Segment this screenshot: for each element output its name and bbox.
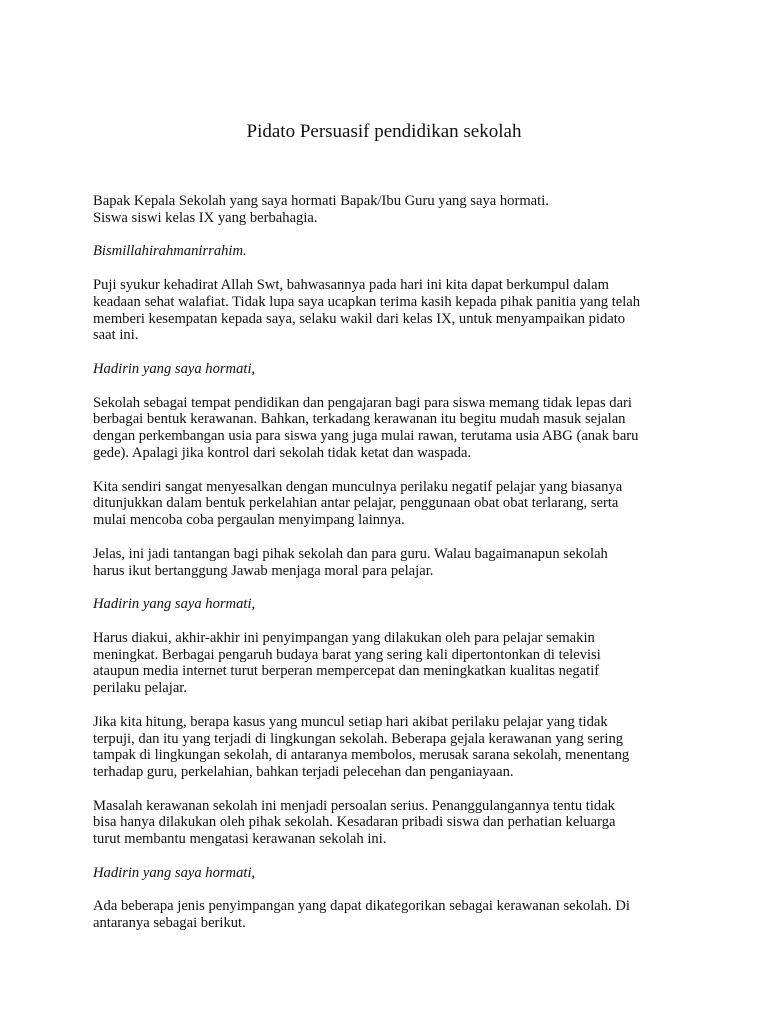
text-line: Harus diakui, akhir-akhir ini penyimpangan yang dilakukan oleh para pelajar semakin <box>93 629 595 646</box>
text-line: terhadap guru, perkelahian, bahkan terjadi pelecehan dan penganiayaan. <box>93 764 514 781</box>
text-line: bisa hanya dilakukan oleh pihak sekolah. Kesadaran pribadi siswa dan perhatian keluarga <box>93 814 616 831</box>
document-title: Pidato Persuasif pendidikan sekolah <box>246 121 522 142</box>
text-line: perilaku pelajar. <box>93 680 188 697</box>
text-line: Hadirin yang saya hormati, <box>93 360 256 377</box>
text-line: ataupun media internet turut berperan mempercepat dan meningkatkan kualitas negatif <box>93 663 600 680</box>
italic-paragraph <box>93 243 693 260</box>
text-line: terpuji, dan itu yang terjadi di lingkungan sekolah. Beberapa gejala kerawanan yang sering <box>93 730 624 747</box>
text-line: tampak di lingkungan sekolah, di antaranya membolos, merusak sarana sekolah, menentang <box>93 747 630 764</box>
text-line: berbagai bentuk kerawanan. Bahkan, terkadang kerawanan itu begitu mudah masuk sejalan <box>93 411 626 428</box>
text-line: ditunjukkan dalam bentuk perkelahian antar pelajar, penggunaan obat obat terlarang, serta <box>93 495 619 512</box>
text-line: mulai mencoba coba pergaulan menyimpang lainnya. <box>93 512 405 529</box>
italic-paragraph <box>93 596 693 613</box>
text-line: Puji syukur kehadirat Allah Swt, bahwasannya pada hari ini kita dapat berkumpul dalam <box>93 276 609 293</box>
text-line: Siswa siswi kelas IX yang berbahagia. <box>93 209 318 226</box>
paragraph <box>93 898 693 932</box>
paragraph <box>93 630 693 697</box>
text-line: harus ikut bertanggung Jawab menjaga moral para pelajar. <box>93 562 434 579</box>
text-line: memberi kesempatan kepada saya, selaku wakil dari kelas IX, untuk menyampaikan pidato <box>93 310 626 327</box>
text-line: gede). Apalagi jika kontrol dari sekolah tidak ketat dan waspada. <box>93 444 472 461</box>
paragraph <box>93 193 693 227</box>
text-line: Hadirin yang saya hormati, <box>93 596 256 613</box>
text-line: Kita sendiri sangat menyesalkan dengan munculnya perilaku negatif pelajar yang biasanya <box>93 478 623 495</box>
text-line: dengan perkembangan usia para siswa yang juga mulai rawan, terutama usia ABG (anak baru <box>93 428 639 445</box>
paragraph <box>93 798 693 848</box>
text-line: meningkat. Berbagai pengaruh budaya barat yang sering kali dipertontonkan di televisi <box>93 646 601 663</box>
paragraph <box>93 714 693 781</box>
paragraph <box>93 479 693 529</box>
text-line: Jika kita hitung, berapa kasus yang muncul setiap hari akibat perilaku pelajar yang tidak <box>93 713 608 730</box>
text-line: Jelas, ini jadi tantangan bagi pihak sekolah dan para guru. Walau bagaimanapun sekolah <box>93 545 608 562</box>
text-line: antaranya sebagai berikut. <box>93 915 246 932</box>
text-line: saat ini. <box>93 327 139 344</box>
text-line: Ada beberapa jenis penyimpangan yang dapat dikategorikan sebagai kerawanan sekolah. Di <box>93 898 630 915</box>
text-line: Hadirin yang saya hormati, <box>93 864 256 881</box>
document-body <box>93 193 693 949</box>
text-line: Bapak Kepala Sekolah yang saya hormati Bapak/Ibu Guru yang saya hormati. <box>93 193 549 209</box>
text-line: keadaan sehat walafiat. Tidak lupa saya ucapkan terima kasih kepada pihak panitia yang telah <box>93 293 641 310</box>
text-line: Sekolah sebagai tempat pendidikan dan pengajaran bagi para siswa memang tidak lepas dari <box>93 394 632 411</box>
text-line: turut membantu mengatasi kerawanan sekolah ini. <box>93 831 387 848</box>
text-line: Masalah kerawanan sekolah ini menjadi persoalan serius. Penanggulangannya tentu tidak <box>93 797 615 814</box>
paragraph <box>93 277 693 344</box>
paragraph <box>93 546 693 580</box>
italic-paragraph <box>93 865 693 882</box>
italic-paragraph <box>93 361 693 378</box>
text-line: Bismillahirahmanirrahim. <box>93 243 247 260</box>
paragraph <box>93 395 693 462</box>
